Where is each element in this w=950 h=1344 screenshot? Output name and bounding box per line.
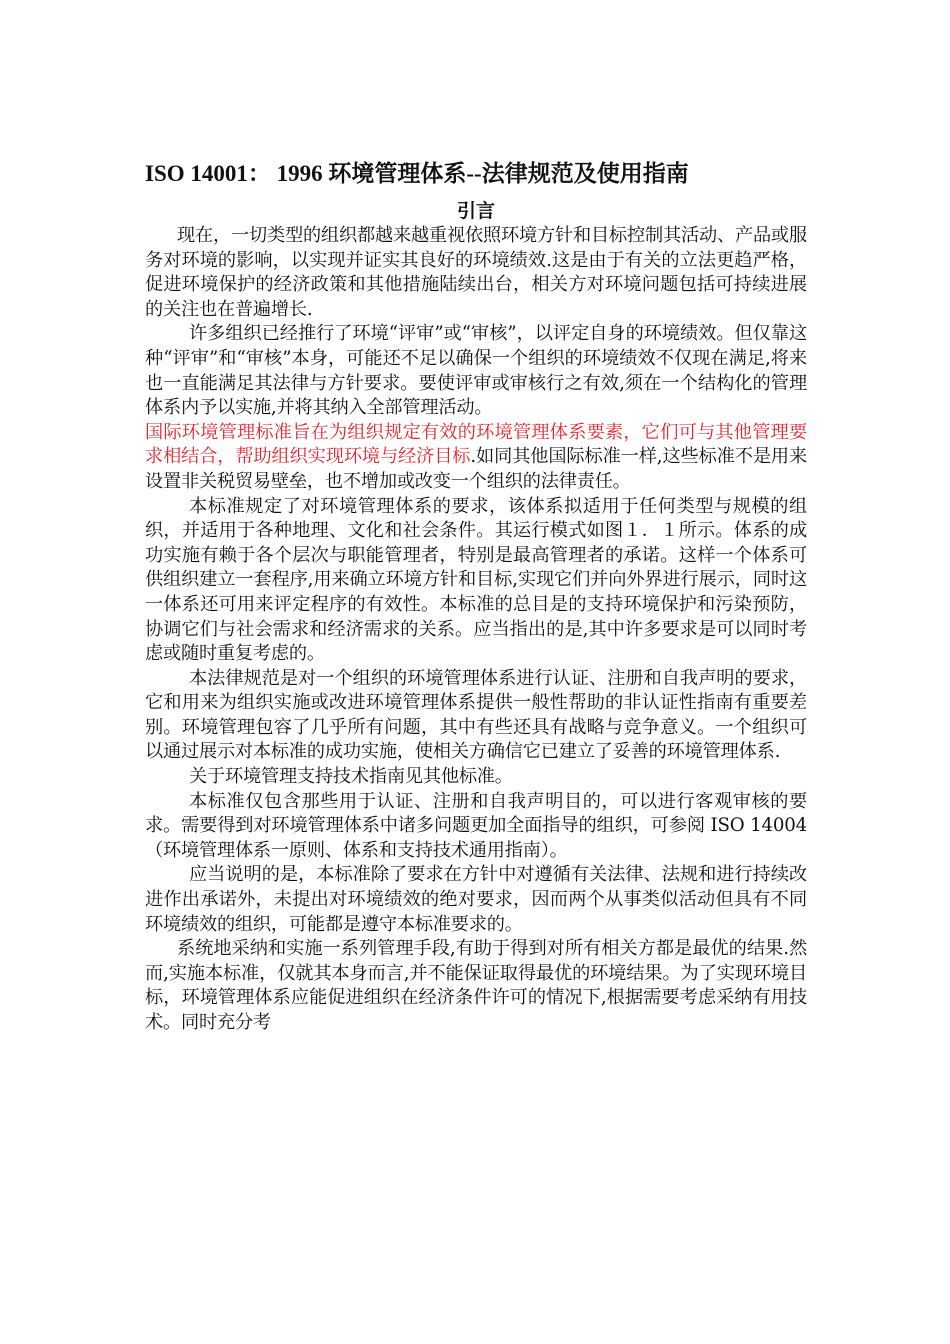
paragraph-1: 现在，一切类型的组织都越来越重视依照环境方针和目标控制其活动、产品或服务对环境的影响，以实现并证实其良好的环境绩效.这是由于有关的立法更趋严格，促进环境保护的经济政策和其他措施陆续出台，相关方对环境问题包括可持续进展的关注也在普遍增长. xyxy=(145,225,807,320)
document-body xyxy=(145,224,807,1036)
paragraph-9: 系统地采纳和实施一系列管理手段,有助于得到对所有相关方都是最优的结果.然而,实施本标准，仅就其本身而言,并不能保证取得最优的环境结果。为了实现环境目标，环境管理体系应能促进组织在经济条件许可的情况下,根据需要考虑采纳有用技术。同时充分考 xyxy=(145,938,807,1033)
paragraph-5: 本法律规范是对一个组织的环境管理体系进行认证、注册和自我声明的要求，它和用来为组织实施或改进环境管理体系提供一般性帮助的非认证性指南有重要差别。环境管理包容了几乎所有问题，其中有些还具有战略与竞争意义。一个组织可以通过展示对本标准的成功实施，使相关方确信它已建立了妥善的环境管理体系. xyxy=(145,667,807,763)
paragraph-8: 应当说明的是，本标准除了要求在方针中对遵循有关法律、法规和进行持续改进作出承诺外，未提出对环境绩效的绝对要求，因而两个从事类似活动但具有不同环境绩效的组织，可能都是遵守本标准要求的。 xyxy=(145,864,807,935)
section-heading: 引言 xyxy=(456,200,495,222)
paragraph-3 xyxy=(145,421,807,495)
paragraph-6: 关于环境管理支持技术指南见其他标准。 xyxy=(189,766,513,788)
document-title: ISO 14001： 1996 环境管理体系--法律规范及使用指南 xyxy=(145,161,689,186)
document-page xyxy=(145,158,807,1036)
paragraph-7: 本标准仅包含那些用于认证、注册和自我声明目的，可以进行客观审核的要求。需要得到对环境管理体系中诸多问题更加全面指导的组织，可参阅 ISO 14004（环境管理体系一原则、体系和支持技术通用指南）。 xyxy=(145,790,807,861)
paragraph-2: 许多组织已经推行了环境“评审”或“审核”，以评定自身的环境绩效。但仅靠这种“评审”和“审核”本身，可能还不足以确保一个组织的环境绩效不仅现在满足,将来也一直能满足其法律与方针要求。要使评审或审核行之有效,须在一个结构化的管理体系内予以实施,并将其纳入全部管理活动。 xyxy=(145,323,807,419)
paragraph-3-rest: .如同其他国际标准一样,这些标准不是用来设置非关税贸易壁垒，也不增加或改变一个组织的法律责任。 xyxy=(145,446,807,492)
paragraph-4: 本标准规定了对环境管理体系的要求，该体系拟适用于任何类型与规模的组织，并适用于各种地理、文化和社会条件。其运行模式如图１．１所示。体系的成功实施有赖于各个层次与职能管理者，特别是最高管理者的承诺。这样一个体系可供组织建立一套程序,用来确立环境方针和目标,实现它们并向外界进行展示，同时这一体系还可用来评定程序的有效性。本标准的总目是的支持环境保护和污染预防，协调它们与社会需求和经济需求的关系。应当指出的是,其中许多要求是可以同时考虑或随时重复考虑的。 xyxy=(145,495,807,665)
highlighted-text: 国际环境管理标准旨在为组织规定有效的环境管理体系要素，它们可与其他管理要求相结合，帮助组织实现环境与经济目标 xyxy=(145,421,807,468)
